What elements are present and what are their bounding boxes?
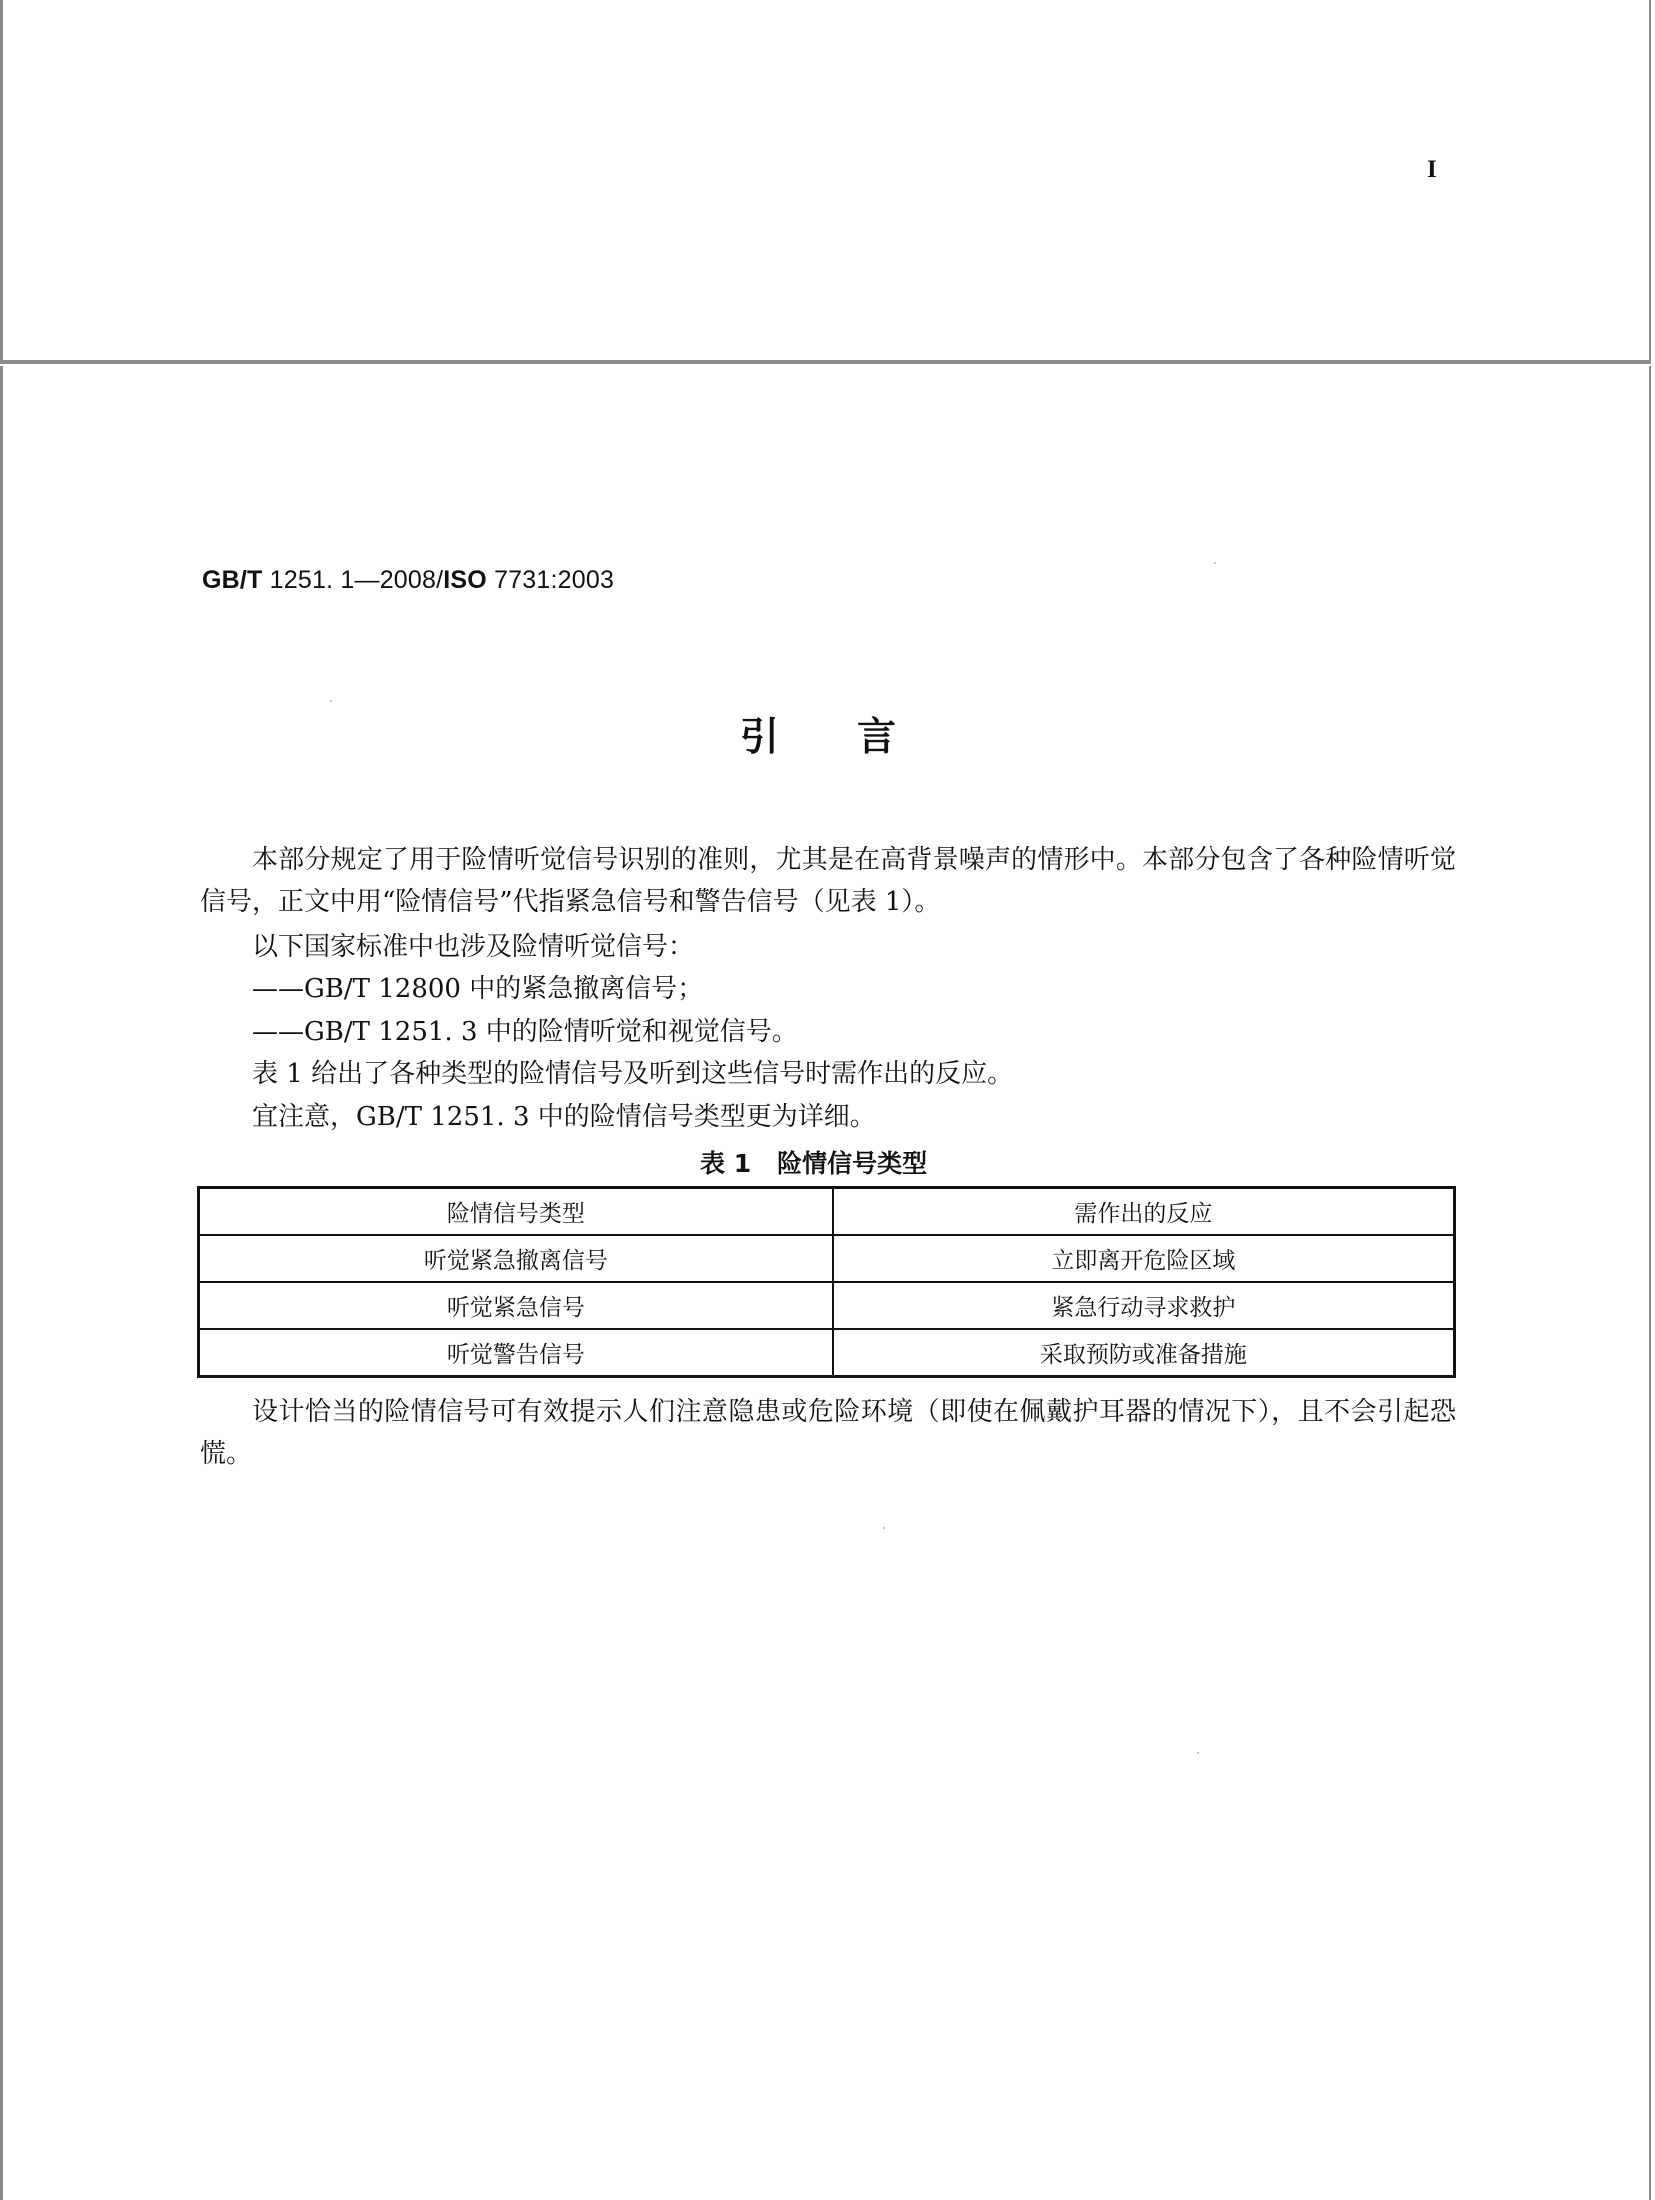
scan-speck (1197, 1752, 1199, 1754)
doc-code-prefix: GB/T (202, 566, 263, 594)
table-caption-number: 表 1 (700, 1149, 752, 1178)
standard-list-item: ——GB/T 1251. 3 中的险情听觉和视觉信号。 (252, 1017, 798, 1047)
table-cell: 立即离开危险区域 (833, 1235, 1455, 1282)
table-header-row (199, 1188, 1455, 1236)
table-cell: 听觉紧急撤离信号 (199, 1235, 833, 1282)
table-row (199, 1282, 1455, 1329)
standard-list-item: ——GB/T 12800 中的紧急撤离信号； (252, 974, 704, 1004)
table-header-cell: 险情信号类型 (199, 1188, 833, 1236)
doc-code-iso-prefix: ISO (443, 566, 487, 594)
signal-type-table (197, 1186, 1456, 1378)
table-cell: 采取预防或准备措施 (833, 1329, 1455, 1377)
intro-lead-text: 以下国家标准中也涉及险情听觉信号： (252, 932, 695, 962)
table-cell: 听觉紧急信号 (199, 1282, 833, 1329)
table-header-cell: 需作出的反应 (833, 1188, 1455, 1236)
closing-paragraph: 设计恰当的险情信号可有效提示人们注意隐患或危险环境（即使在佩戴护耳器的情况下），且不会引起恐慌。 (200, 1397, 1456, 1469)
scan-speck (1214, 562, 1216, 564)
document-code (202, 566, 614, 595)
note-text: 宜注意，GB/T 1251. 3 中的险情信号类型更为详细。 (252, 1102, 876, 1132)
table-cell: 听觉警告信号 (199, 1329, 833, 1377)
section-title: 引言 (740, 715, 975, 760)
doc-code-iso-number: 7731:2003 (486, 566, 615, 594)
table-row (199, 1329, 1455, 1377)
table-cell: 紧急行动寻求救护 (833, 1282, 1455, 1329)
doc-code-number: 1251. 1—2008/ (262, 566, 444, 594)
page-number: I (1427, 156, 1437, 183)
scan-speck (883, 1527, 885, 1529)
table-intro-text: 表 1 给出了各种类型的险情信号及听到这些信号时需作出的反应。 (252, 1059, 1014, 1089)
previous-page-bottom (0, 0, 1651, 364)
table-caption-title: 险情信号类型 (777, 1149, 928, 1178)
table-row (199, 1235, 1455, 1282)
table-caption (700, 1144, 927, 1180)
scan-speck (330, 700, 332, 702)
intro-paragraph: 本部分规定了用于险情听觉信号识别的准则，尤其是在高背景噪声的情形中。本部分包含了各种险情听觉信号，正文中用“险情信号”代指紧急信号和警告信号（见表 1）。 (200, 845, 1456, 917)
